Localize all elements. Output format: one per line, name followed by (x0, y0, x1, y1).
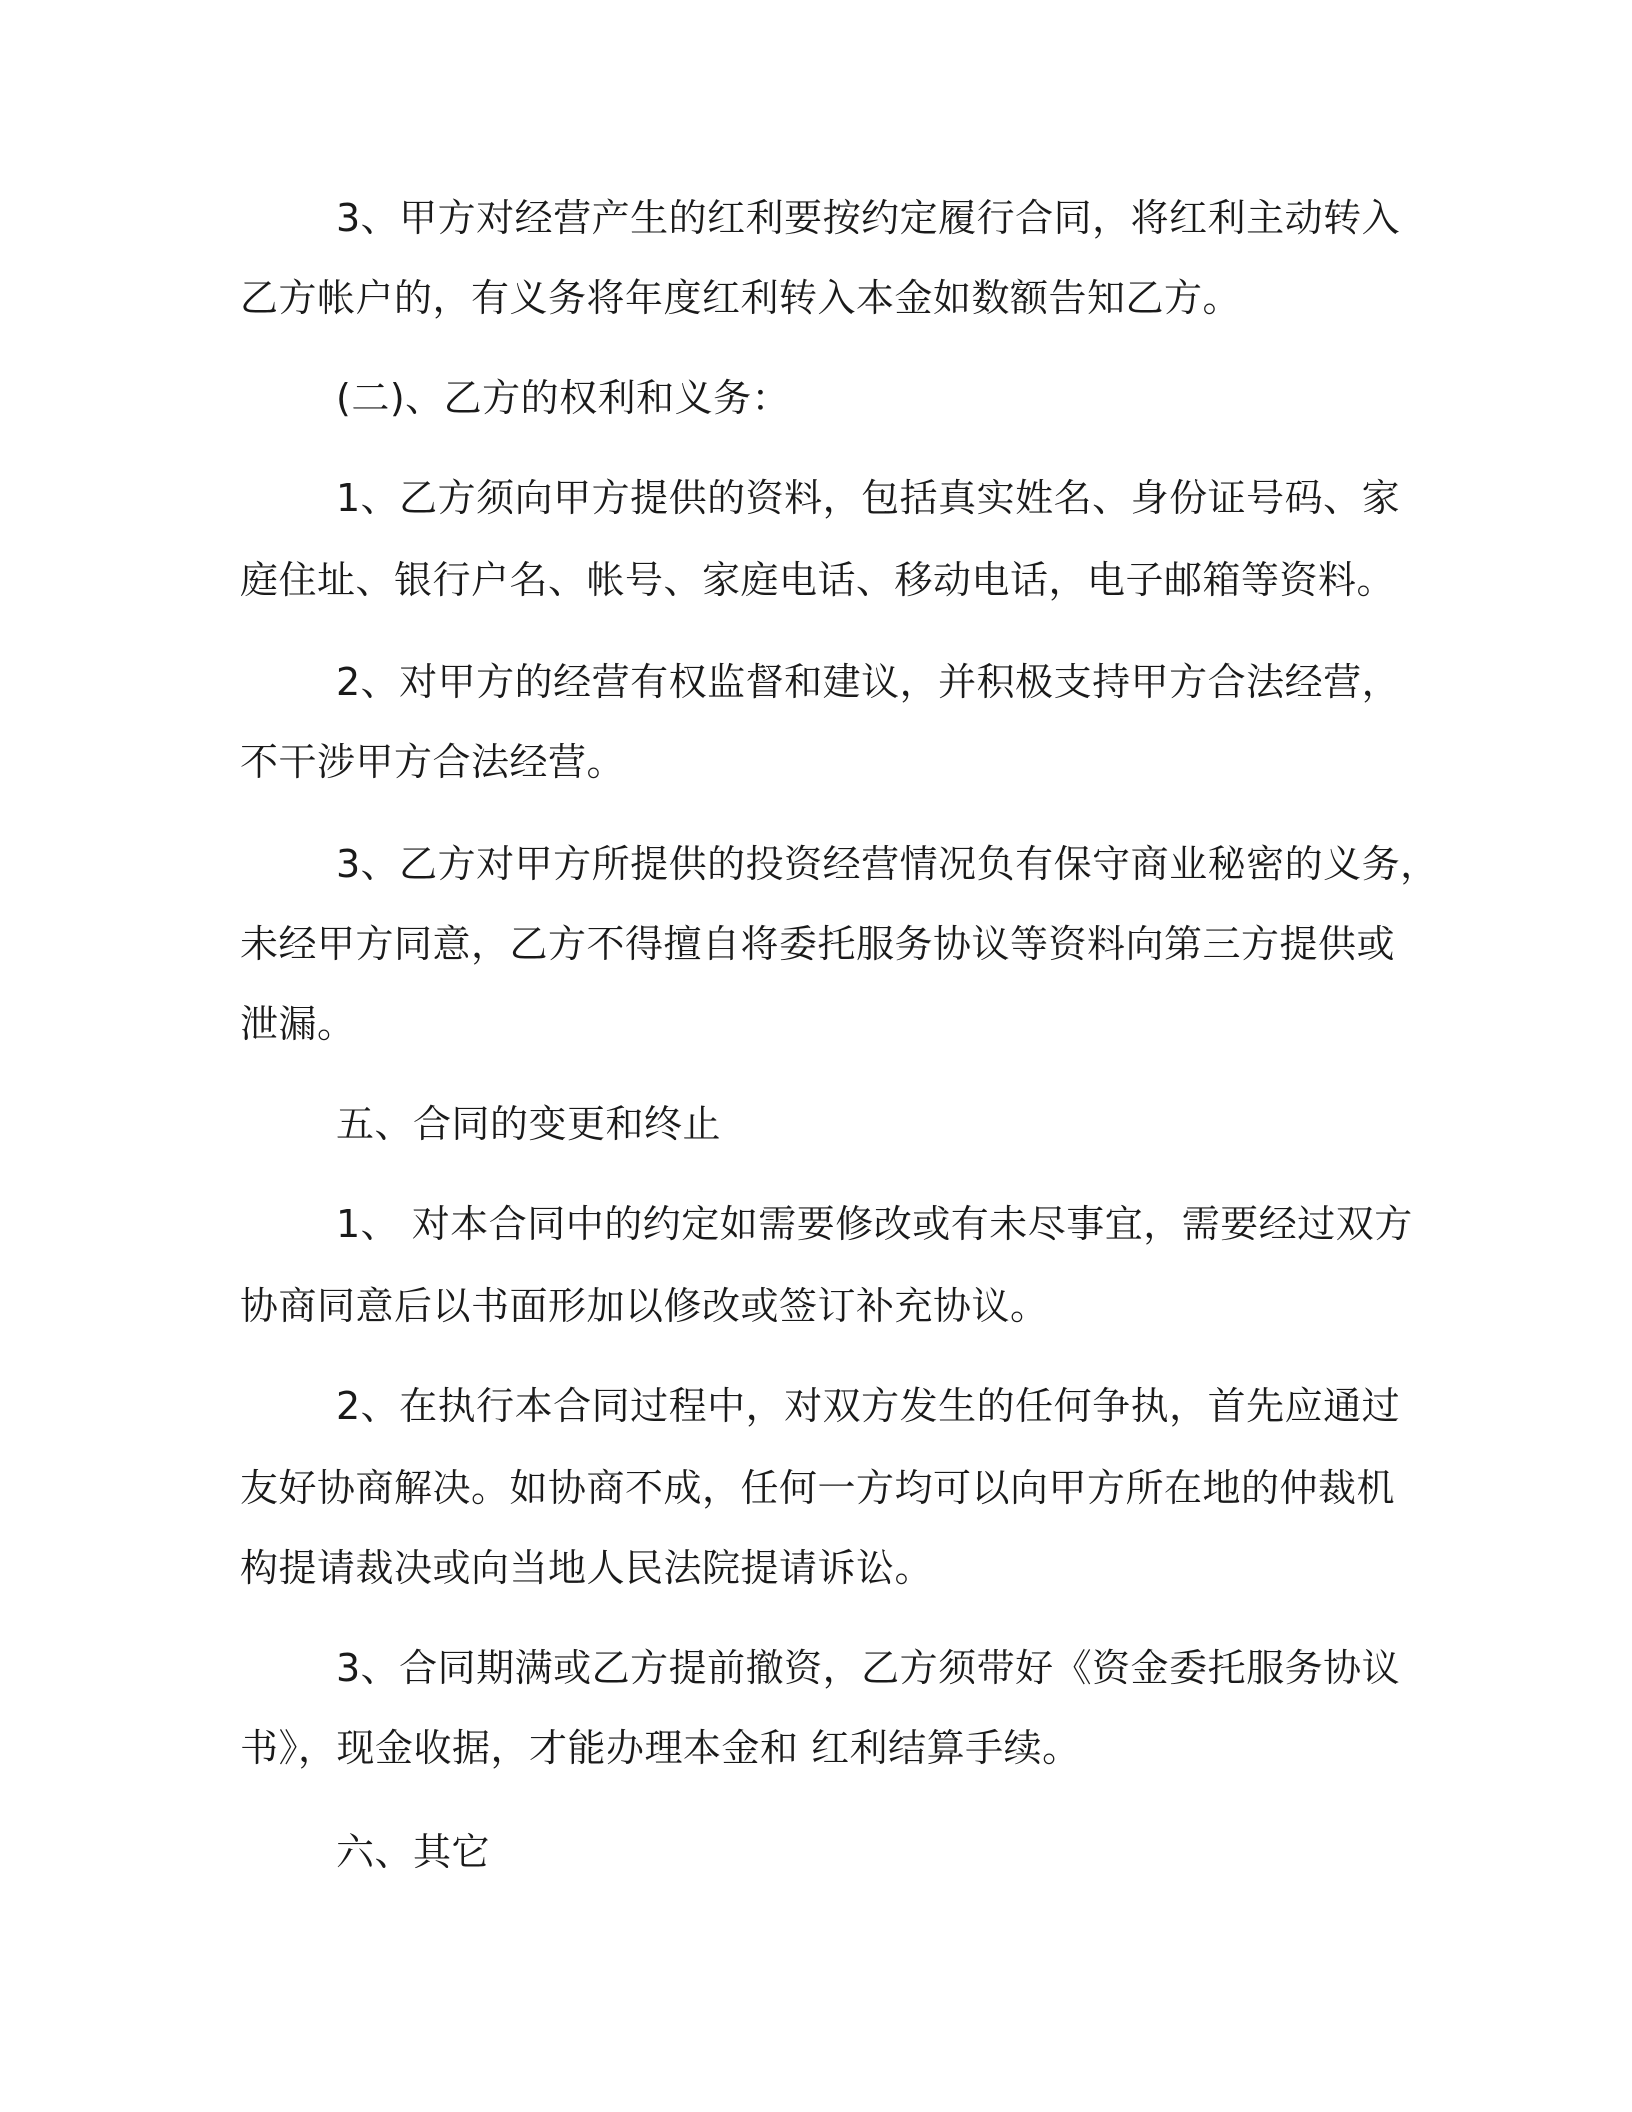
paragraph-line: 不干涉甲方合法经营。 (240, 740, 626, 784)
section-heading: (二)、乙方的权利和义务： (336, 376, 791, 420)
paragraph-line: 1、乙方须向甲方提供的资料，包括真实姓名、身份证号码、家 (336, 476, 1401, 520)
paragraph-line: 3、合同期满或乙方提前撤资，乙方须带好《资金委托服务协议 (336, 1646, 1401, 1690)
paragraph-line: 协商同意后以书面形加以修改或签订补充协议。 (240, 1284, 1049, 1328)
paragraph-line: 3、甲方对经营产生的红利要按约定履行合同，将红利主动转入 (336, 196, 1401, 240)
paragraph-line: 未经甲方同意，乙方不得擅自将委托服务协议等资料向第三方提供或 (240, 922, 1396, 966)
paragraph-line: 1、 对本合同中的约定如需要修改或有未尽事宜，需要经过双方 (336, 1202, 1413, 1246)
paragraph-line: 3、乙方对甲方所提供的投资经营情况负有保守商业秘密的义务， (336, 842, 1439, 886)
paragraph-line: 2、对甲方的经营有权监督和建议，并积极支持甲方合法经营， (336, 660, 1401, 704)
paragraph-line: 泄漏。 (240, 1002, 356, 1046)
section-heading: 五、合同的变更和终止 (336, 1102, 722, 1146)
section-heading: 六、其它 (336, 1830, 491, 1874)
paragraph-line: 书》，现金收据，才能办理本金和 红利结算手续。 (240, 1726, 1081, 1770)
paragraph-line: 乙方帐户的，有义务将年度红利转入本金如数额告知乙方。 (240, 276, 1242, 320)
paragraph-line: 庭住址、银行户名、帐号、家庭电话、移动电话，电子邮箱等资料。 (240, 558, 1396, 602)
paragraph-line: 2、在执行本合同过程中，对双方发生的任何争执，首先应通过 (336, 1384, 1401, 1428)
paragraph-line: 构提请裁决或向当地人民法院提请诉讼。 (240, 1546, 934, 1590)
paragraph-line: 友好协商解决。如协商不成，任何一方均可以向甲方所在地的仲裁机 (240, 1466, 1396, 1510)
